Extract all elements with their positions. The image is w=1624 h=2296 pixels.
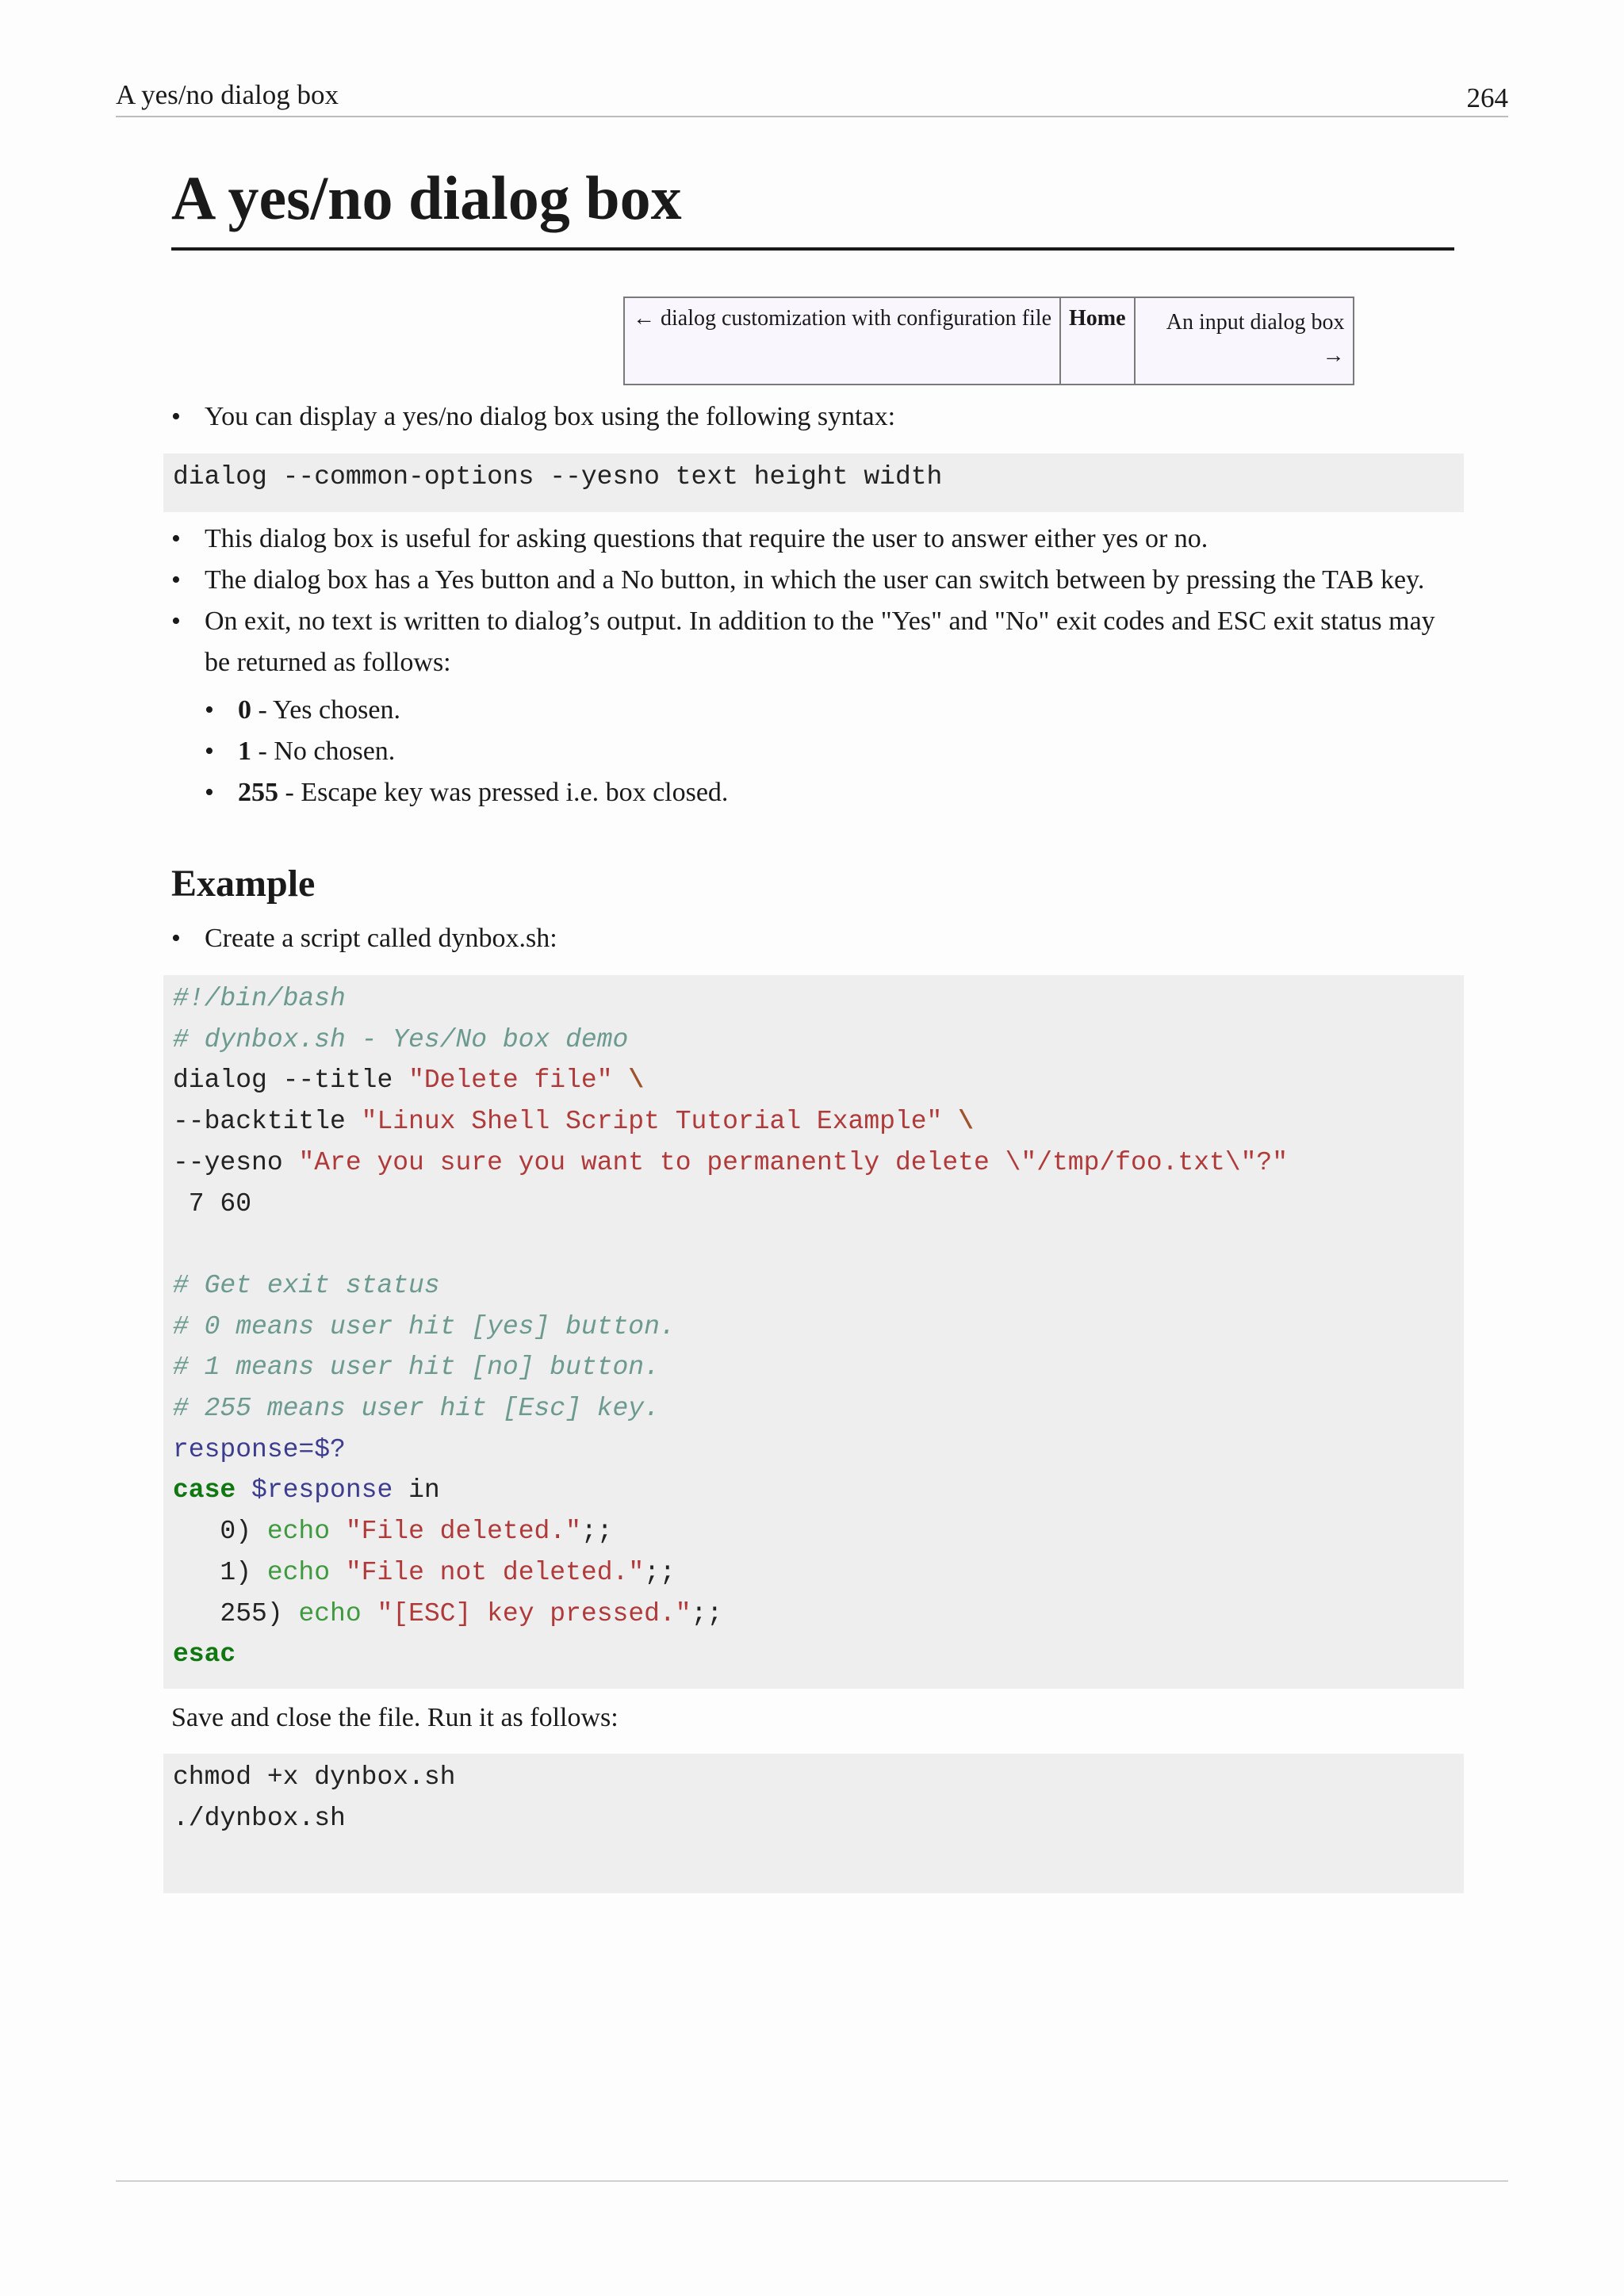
code-line (173, 1307, 1464, 1348)
code-token (330, 1517, 346, 1546)
code-token: echo (298, 1598, 362, 1628)
syntax-code-block: dialog --common-options --yesno text height width (163, 453, 1464, 512)
code-token: in (393, 1475, 440, 1506)
code-line (173, 1060, 1464, 1101)
code-token: ;; (580, 1517, 613, 1547)
example-list (171, 918, 1464, 959)
script-code-block (163, 975, 1464, 1689)
code-token: 0) (173, 1517, 267, 1547)
code-line (173, 1429, 1464, 1471)
code-line: chmod +x dynbox.sh (173, 1762, 456, 1792)
running-header (116, 76, 1508, 117)
navigation-table (623, 297, 1354, 385)
code-token: echo (266, 1517, 331, 1547)
list-item-exit (171, 601, 1464, 813)
exit-code-item (205, 731, 1464, 772)
code-token: #!/bin/bash (173, 984, 346, 1013)
exit-code-item (205, 690, 1464, 731)
list-item: • The dialog box has a Yes button and a No button, in which the user can switch between by pressing the TAB key. (171, 560, 1464, 601)
code-token: --backtitle (173, 1107, 362, 1137)
list-item-text: On exit, no text is written to dialog’s output. In addition to the "Yes" and "No" exit codes and ESC exit status may be returned as follows: (205, 607, 1435, 677)
code-token: 1) (173, 1557, 267, 1587)
code-line (173, 1511, 1464, 1552)
code-line (173, 1634, 1464, 1675)
page-title: A yes/no dialog box (171, 159, 1454, 251)
code-token: --yesno (173, 1147, 299, 1177)
exit-code: 1 (238, 737, 251, 766)
footer-divider (116, 2180, 1508, 2182)
code-line: ./dynbox.sh (173, 1803, 346, 1833)
code-token: ;; (691, 1598, 723, 1628)
code-token: 255) (173, 1598, 299, 1628)
code-token: echo (266, 1557, 331, 1587)
code-token: ;; (644, 1557, 676, 1587)
page-number: 264 (1466, 82, 1508, 113)
code-line (173, 1594, 1464, 1635)
code-line (173, 1224, 1464, 1265)
prev-page-link[interactable]: ← dialog customization with configuration file (624, 297, 1060, 385)
code-line (173, 1470, 1464, 1511)
code-token (330, 1558, 346, 1587)
code-line (173, 1265, 1464, 1307)
list-item: • Create a script called dynbox.sh: (171, 918, 1464, 959)
code-token: "File deleted." (345, 1517, 581, 1547)
code-line (173, 1347, 1464, 1388)
list-item: • You can display a yes/no dialog box using the following syntax: (171, 396, 1464, 438)
exit-code-list (205, 690, 1464, 813)
next-page-label: An input dialog box (1166, 310, 1345, 335)
code-token: "File not deleted." (345, 1557, 645, 1587)
code-token: esac (173, 1640, 236, 1670)
exit-code-item (205, 772, 1464, 813)
code-token (362, 1599, 377, 1628)
article (171, 159, 1464, 1833)
code-line (173, 1552, 1464, 1594)
code-token: # dynbox.sh - Yes/No box demo (173, 1024, 629, 1054)
code-token: "[ESC] key pressed." (377, 1598, 691, 1628)
intro-list (171, 396, 1464, 438)
code-line (173, 1184, 1464, 1225)
code-token: 7 60 (173, 1188, 252, 1219)
list-item: • This dialog box is useful for asking questions that require the user to answer either yes or no. (171, 519, 1464, 560)
exit-code: 0 (238, 695, 251, 725)
example-heading: Example (171, 863, 316, 905)
code-line (173, 1101, 1464, 1142)
code-token: # Get exit status (173, 1270, 440, 1300)
exit-code-desc: - No chosen. (251, 737, 396, 766)
code-token: "Linux Shell Script Tutorial Example" (361, 1107, 943, 1137)
code-token: response=$? (173, 1434, 346, 1464)
code-line (173, 1020, 1464, 1061)
code-token: # 255 means user hit [Esc] key. (173, 1394, 660, 1424)
run-code-block (163, 1754, 1464, 1893)
code-token: # 1 means user hit [no] button. (173, 1353, 660, 1383)
code-token: "Are you sure you want to permanently delete \"/tmp/foo.txt\"?" (298, 1147, 1289, 1177)
home-link[interactable]: Home (1060, 297, 1135, 385)
code-token: dialog --title (173, 1066, 409, 1096)
exit-code-desc: - Yes chosen. (251, 695, 400, 725)
code-token: \ (612, 1066, 645, 1096)
running-header-title: A yes/no dialog box (116, 79, 339, 110)
code-token: case (173, 1475, 236, 1506)
description-list (171, 519, 1464, 813)
next-page-link[interactable] (1135, 297, 1354, 385)
exit-code-desc: - Escape key was pressed i.e. box closed. (278, 778, 729, 807)
code-token: $response (236, 1475, 393, 1506)
code-line (173, 1388, 1464, 1429)
code-token: "Delete file" (408, 1066, 613, 1096)
exit-code: 255 (238, 778, 278, 807)
code-token: # 0 means user hit [yes] button. (173, 1311, 676, 1341)
save-paragraph: Save and close the file. Run it as follows: (171, 1703, 619, 1732)
code-token: \ (942, 1107, 974, 1137)
right-arrow-icon: → (1322, 343, 1345, 368)
code-line (173, 978, 1464, 1020)
code-line (173, 1142, 1464, 1184)
